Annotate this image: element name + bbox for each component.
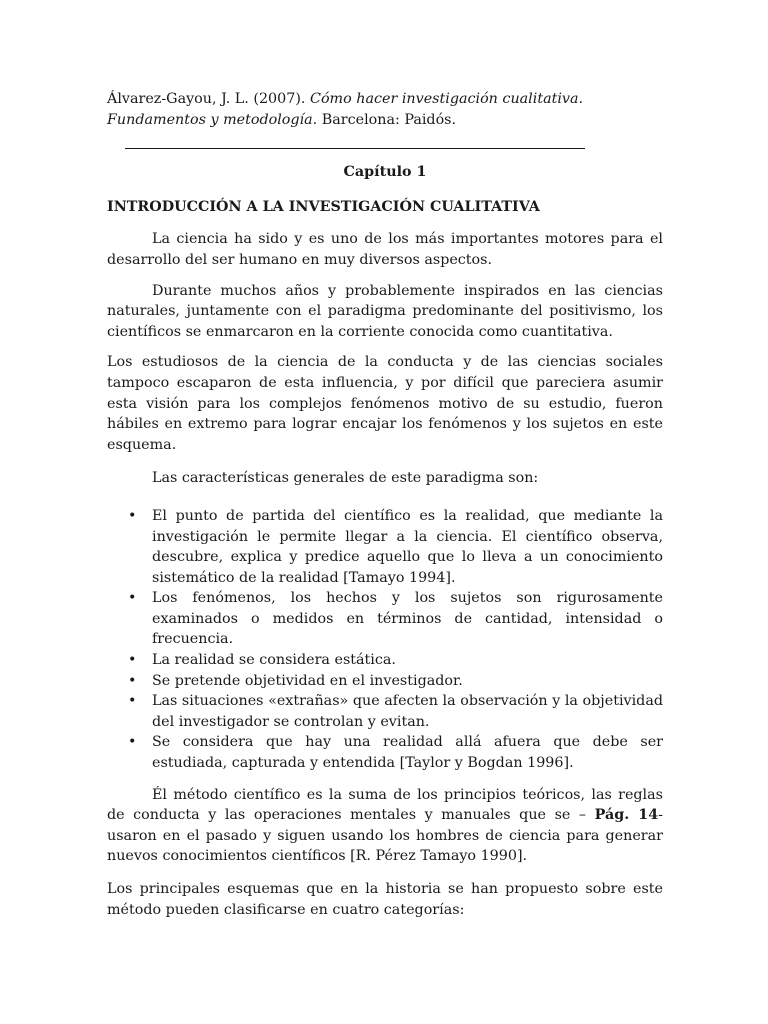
paragraph-4: Las características generales de este paradigma son:: [152, 470, 539, 487]
citation-publisher: . Barcelona: Paidós.: [312, 111, 457, 128]
method-text-after: - usaron en el pasado y siguen usando los hombres de ciencia para generar nuevos conocimientos científicos [R. Pérez Tamayo 1990].: [107, 807, 663, 865]
paragraph-2: Durante muchos años y probablemente inspirados en las ciencias naturales, juntamente con el paradigma predominante del positivismo, los científicos se enmarcaron en la corriente conocida como cuantitativa.: [107, 282, 663, 340]
citation-title: Cómo hacer investigación cualitativa. Fundamentos y metodología: [107, 91, 584, 128]
citation-authors: Álvarez-Gayou, J. L. (2007).: [107, 91, 306, 107]
chapter-title: Capítulo 1: [343, 164, 427, 181]
paragraph-1: La ciencia ha sido y es uno de los más importantes motores para el desarrollo del ser humano en muy diversos aspectos.: [107, 231, 663, 268]
bullet-icon: •: [128, 507, 137, 524]
method-paragraph: [107, 785, 663, 867]
list-item-text: Los fenómenos, los hechos y los sujetos son rigurosamente examinados o medidos en términos de cantidad, intensidad o frecuencia.: [152, 590, 663, 648]
list-item: [107, 732, 663, 773]
separator-line: [125, 148, 585, 149]
list-item-text: La realidad se considera estática.: [152, 652, 396, 669]
bullet-icon: •: [128, 672, 137, 689]
document-content: [107, 89, 663, 920]
final-paragraph: Los principales esquemas que en la historia se han propuesto sobre este método pueden clasificarse en cuatro categorías:: [107, 881, 663, 918]
bullet-icon: •: [128, 652, 137, 669]
characteristics-list: [107, 506, 663, 774]
bullet-icon: •: [128, 734, 137, 751]
list-item: [107, 506, 663, 588]
paragraph-3: Los estudiosos de la ciencia de la conducta y de las ciencias sociales tampoco escaparon de esta influencia, y por difícil que pareciera asumir esta visión para los complejos fenómenos motivo de su estudio, fueron hábiles en extremo para lograr encajar los fenómenos y los sujetos en este esquema.: [107, 354, 663, 453]
list-item: [107, 650, 663, 671]
list-item: [107, 691, 663, 732]
section-heading: INTRODUCCIÓN A LA INVESTIGACIÓN CUALITATIVA: [107, 198, 540, 215]
bullet-icon: •: [128, 590, 137, 607]
list-item-text: Las situaciones «extrañas» que afecten la observación y la objetividad del investigador se controlan y evitan.: [152, 693, 663, 730]
list-item-text: Se considera que hay una realidad allá afuera que debe ser estudiada, capturada y entendida [Taylor y Bogdan 1996].: [152, 734, 663, 772]
method-text-before: Él método científico es la suma de los principios teóricos, las reglas de conducta y las operaciones mentales y manuales que se –: [107, 786, 663, 824]
list-item-text: El punto de partida del científico es la realidad, que mediante la investigación le permite llegar a la ciencia. El científico observa, descubre, explica y predice aquello que lo lleva a un conocimiento sistemático de la realidad [Tamayo 1994].: [152, 507, 663, 586]
list-item-text: Se pretende objetividad en el investigador.: [152, 672, 463, 689]
list-item: [107, 671, 663, 692]
citation: [107, 89, 663, 130]
bullet-icon: •: [128, 693, 137, 710]
list-item: [107, 588, 663, 650]
page-marker: Pág. 14: [594, 807, 659, 824]
